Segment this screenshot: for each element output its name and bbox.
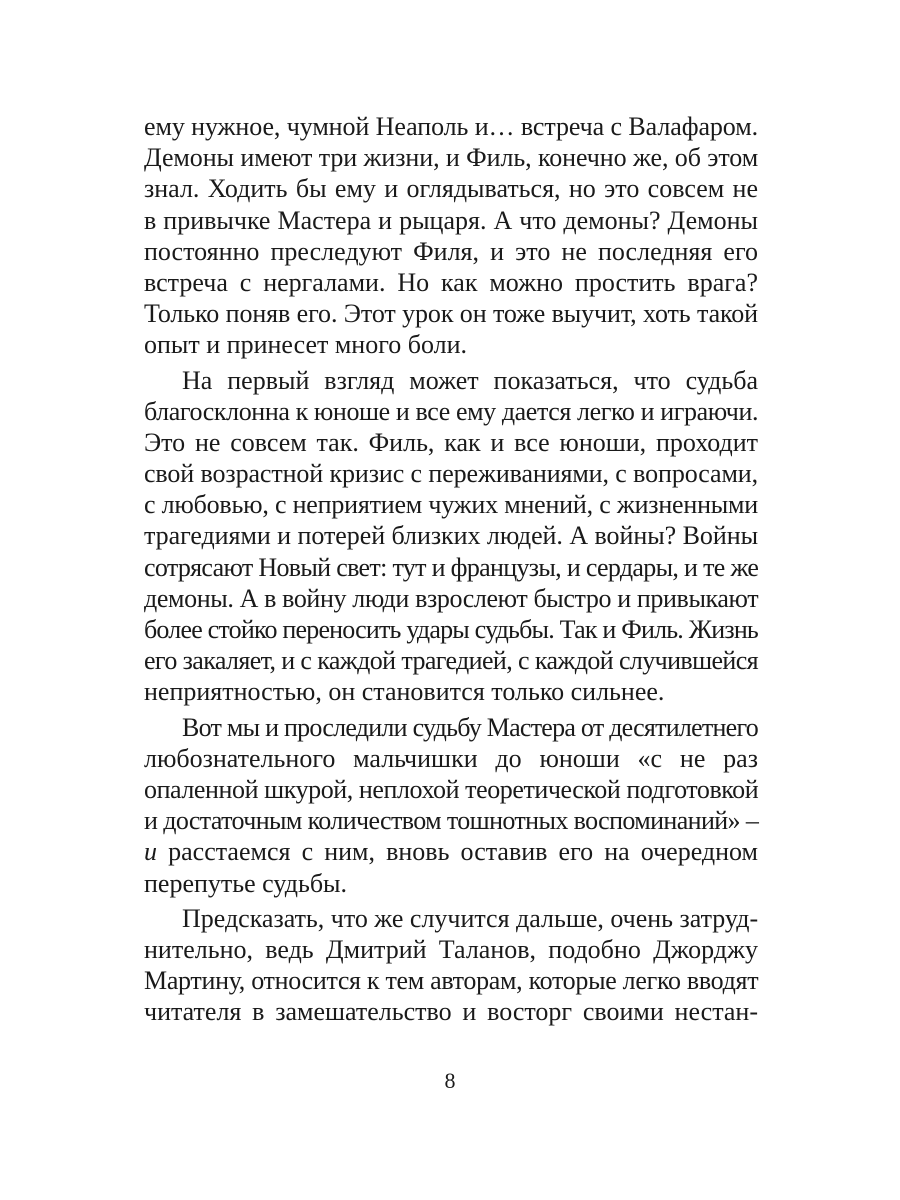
text-line: постоянно преследуют Филя, и это не последняя его (144, 236, 758, 266)
text-line: Только поняв его. Этот урок он тоже выучит, хоть такой (144, 299, 758, 329)
text-line: встреча с нергалами. Но как можно простить врага? (144, 267, 758, 297)
text-line-italic-lead (144, 836, 758, 867)
text-line: демоны. А в войну люди взрослеют быстро и привыкают (144, 583, 759, 613)
text-line: перепутье судьбы. (144, 868, 348, 898)
text-line: и достаточным количеством тошнотных воспоминаний» – (144, 806, 759, 836)
text-line: с любовью, с неприятием чужих мнений, с жизненными (144, 490, 758, 520)
text-line: опыт и принесет много боли. (144, 330, 468, 360)
text-line: опаленной шкурой, неплохой теоретической подготовкой (144, 774, 759, 804)
text-line: На первый взгляд может показаться, что судьба (182, 365, 758, 395)
paragraph-3 (144, 712, 758, 899)
italic-conjunction: и (144, 837, 157, 867)
text-line: нительно, ведь Дмитрий Таланов, подобно Джорджу (144, 934, 758, 964)
text-line: неприятностью, он становится только сильнее. (144, 677, 665, 707)
text-line: свой возрастной кризис с переживаниями, с вопросами, (144, 459, 758, 489)
text-line: любознательного мальчишки до юноши «с не раз (144, 743, 758, 773)
text-line: знал. Ходить бы ему и оглядываться, но это совсем не (144, 174, 758, 204)
text-line: в привычке Мастера и рыцаря. А что демоны? Демоны (144, 205, 758, 235)
text-line: его закаляет, и с каждой трагедией, с каждой случившейся (144, 646, 758, 676)
text-line: Это не совсем так. Филь, как и все юноши, проходит (144, 427, 758, 457)
text-line: Мартину, относится к тем авторам, которые легко вводят (144, 966, 759, 996)
text-line: читателя в замешательство и восторг своими нестан- (144, 997, 758, 1027)
text-line: более стойко переносить удары судьбы. Так и Филь. Жизнь (144, 615, 758, 644)
text-line: Предсказать, что же случится дальше, очень затруд- (182, 903, 759, 933)
book-page-text (144, 111, 758, 1027)
text-line: сотрясают Новый свет: тут и французы, и сердары, и те же (144, 552, 759, 582)
text-line: трагедиями и потерей близких людей. А войны? Войны (144, 521, 758, 551)
text-line: ему нужное, чумной Неаполь и… встреча с Валафаром. (144, 112, 758, 141)
paragraph-2 (144, 365, 758, 708)
page-number: 8 (444, 1068, 456, 1093)
text-line: благосклонна к юноше и все ему дается легко и играючи. (144, 396, 759, 426)
paragraph-1 (144, 111, 758, 361)
text-line: Вот мы и проследили судьбу Мастера от десятилетнего (182, 712, 758, 742)
text-line-rest: расстаемся с ним, вновь оставив его на очередном (168, 837, 759, 867)
paragraph-4 (144, 903, 758, 1028)
text-line: Демоны имеют три жизни, и Филь, конечно же, об этом (144, 143, 759, 173)
